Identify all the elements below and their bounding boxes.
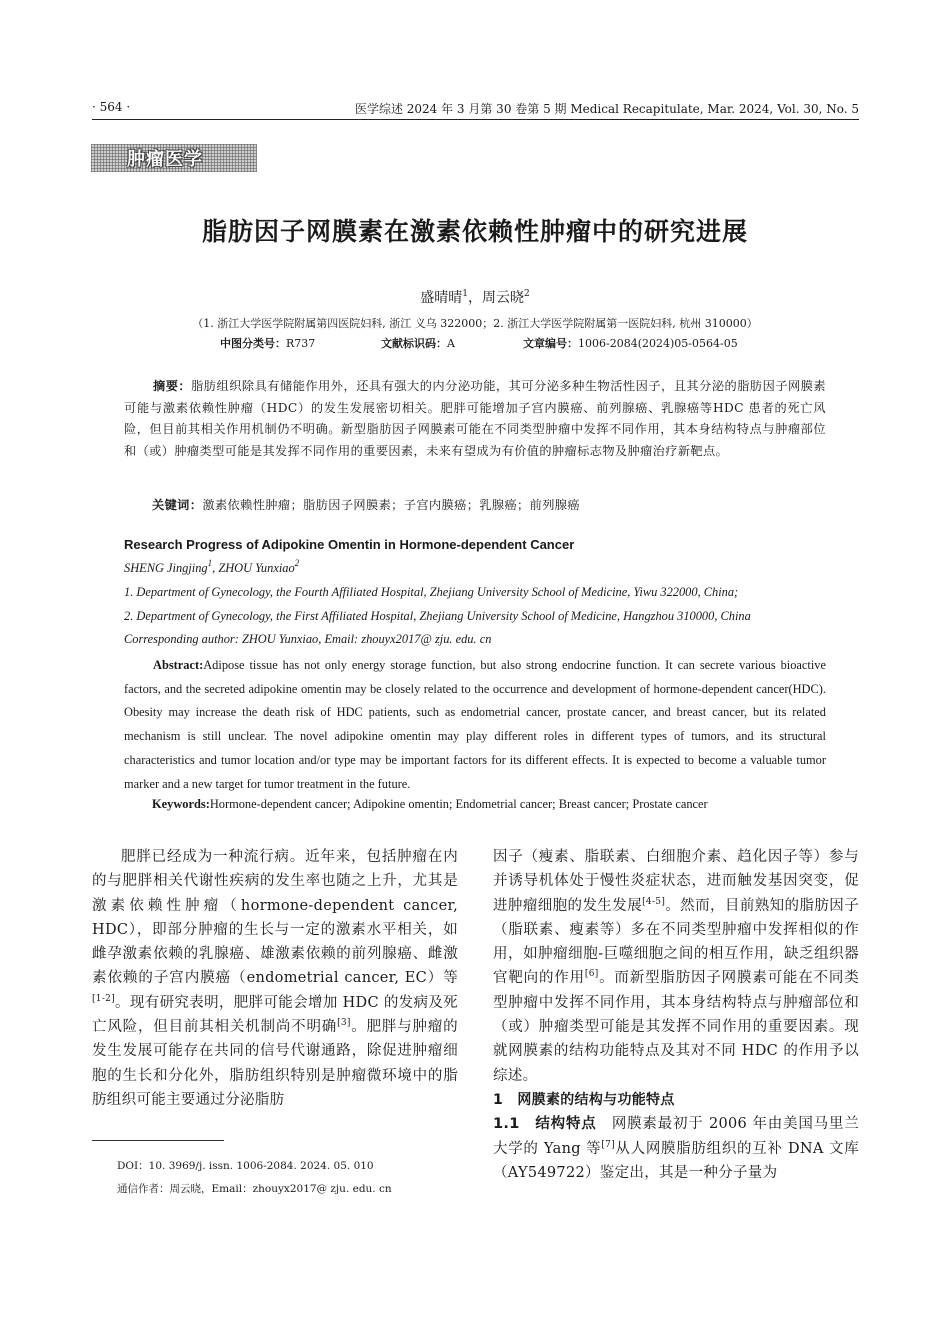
abstract-cn: 摘要：脂肪组织除具有储能作用外，还具有强大的内分泌功能，其可分泌多种生物活性因子，且其分泌的脂肪因子网膜素可能与激素依赖性肿瘤（HDC）的发生发展密切相关。肥胖可能增加子宫内膜癌、前列腺癌、乳腺癌等HDC 患者的死亡风险，但目前其相关作用机制仍不明确。新型脂肪因子网膜素可能在不同类型肿瘤中发挥不同作用，其本身结构特点与肿瘤部位和（或）肿瘤类型可能是其发挥不同作用的重要因素，未来有望成为有价值的肿瘤标志物及肿瘤治疗新靶点。 xyxy=(124,379,827,458)
citation: [3] xyxy=(337,1018,351,1029)
citation: [4-5] xyxy=(642,896,666,907)
keywords-cn: 关键词：激素依赖性肿瘤；脂肪因子网膜素；子宫内膜癌；乳腺癌；前列腺癌 xyxy=(152,498,580,512)
keywords-en: Keywords:Hormone-dependent cancer; Adipokine omentin; Endometrial cancer; Breast cancer; Prostate cancer xyxy=(152,797,708,811)
footnote-doi: DOI：10. 3969/j. issn. 1006-2084. 2024. 05. 010 xyxy=(117,1160,374,1172)
english-affiliation-1: 1. Department of Gynecology, the Fourth Affiliated Hospital, Zhejiang University School of Medicine, Yiwu 322000, China; xyxy=(124,585,739,599)
english-affiliation-2: 2. Department of Gynecology, the First Affiliated Hospital, Zhejiang University School of Medicine, Hangzhou 310000, China xyxy=(124,609,751,623)
citation: [7] xyxy=(601,1139,616,1150)
corresponding-author: Corresponding author: ZHOU Yunxiao, Email: zhouyx2017@ zju. edu. cn xyxy=(124,632,492,646)
header-rule xyxy=(92,119,859,120)
footnote-corresponding: 通信作者：周云晓，Email：zhouyx2017@ zju. edu. cn xyxy=(117,1183,392,1195)
body-left-column: 肥胖已经成为一种流行病。近年来，包括肿瘤在内的与肥胖相关代谢性疾病的发生率也随之上升，尤其是激素依赖性肿瘤（hormone-dependent cancer, HDC），即部分肿瘤的生长与一定的激素水平相关，如雌孕激素依赖的乳腺癌、雄激素依赖的前列腺癌、雌激素依赖的子宫内膜癌（endometrial cancer, EC）等[1-2]。现有研究表明，肥胖可能会增加 HDC 的发病及死亡风险，但目前其相关机制尚不明确[3]。肥胖与肿瘤的发生发展可能存在共同的信号代谢通路，除促进肿瘤细胞的生长和分化外，脂肪组织特别是肿瘤微环境中的脂肪组织可能主要通过分泌脂肪 xyxy=(92,849,458,1108)
citation: [6] xyxy=(584,969,599,980)
citation: [1-2] xyxy=(92,993,116,1004)
article-title: 脂肪因子网膜素在激素依赖性肿瘤中的研究进展 xyxy=(201,217,748,246)
section-banner xyxy=(91,144,257,172)
intro-continued: 因子（瘦素、脂联素、白细胞介素、趋化因子等）参与并诱导机体处于慢性炎症状态，进而触发基因突变，促进肿瘤细胞的发生发展[4-5]。然而，目前熟知的脂肪因子（脂联素、瘦素等）多在不同类型肿瘤中发挥相似的作用，如肿瘤细胞-巨噬细胞之间的相互作用，缺乏组织器官靶向的作用[6]。而新型脂肪因子网膜素可能在不同类型肿瘤中发挥不同作用，其本身结构特点与肿瘤部位和（或）肿瘤类型可能是其发挥不同作用的重要因素。现就网膜素的结构功能特点及其对不同 HDC 的作用予以综述。 xyxy=(493,849,859,1084)
abstract-en: Abstract:Adipose tissue has not only energy storage function, but also strong endocrine function. It can secrete various bioactive factors, and the secreted adipokine omentin may be closely related to the occurrence and development of hormone-dependent cancer(HDC). Obesity may increase the death risk of HDC patients, such as endometrial cancer, prostate cancer, and breast cancer, but its related mechanism is still unclear. The novel adipokine omentin may play different roles in different types of tumors, and its structural characteristics and tumor location and/or type may be important factors for its different effects. It is expected to become a valuable tumor marker and a new target for tumor treatment in the future. xyxy=(124,658,826,791)
article-number: 文章编号：1006-2084(2024)05-0564-05 xyxy=(523,337,738,350)
english-authors: SHENG Jingjing$^1$, ZHOU Yunxiao$^2$ xyxy=(124,558,300,575)
section-heading: 1 网膜素的结构与功能特点 xyxy=(493,1091,675,1108)
english-title: Research Progress of Adipokine Omentin in Hormone-dependent Cancer xyxy=(124,537,575,552)
footnote-rule xyxy=(92,1140,224,1141)
journal-header: 医学综述 2024 年 3 月第 30 卷第 5 期 Medical Recapitulate, Mar. 2024, Vol. 30, No. 5 xyxy=(354,102,859,116)
body-right-column xyxy=(493,845,859,1185)
document-code: 文献标识码：A xyxy=(381,337,455,350)
authors: 盛晴晴$^1$，周云晓$^2$ xyxy=(420,289,530,306)
affiliation: （1. 浙江大学医学院附属第四医院妇科, 浙江 义乌 322000；2. 浙江大学医学院附属第一医院妇科, 杭州 310000） xyxy=(192,317,758,330)
subsection-paragraph: 1.1 结构特点 网膜素最初于 2006 年由美国马里兰大学的 Yang 等[7]从人网膜脂肪组织的互补 DNA 文库（AY549722）鉴定出，其是一种分子量为 xyxy=(493,1116,859,1181)
clc-number: 中图分类号：R737 xyxy=(220,337,316,350)
section-banner-label: 肿瘤医学 xyxy=(127,149,203,170)
page-number: · 564 · xyxy=(92,100,131,114)
